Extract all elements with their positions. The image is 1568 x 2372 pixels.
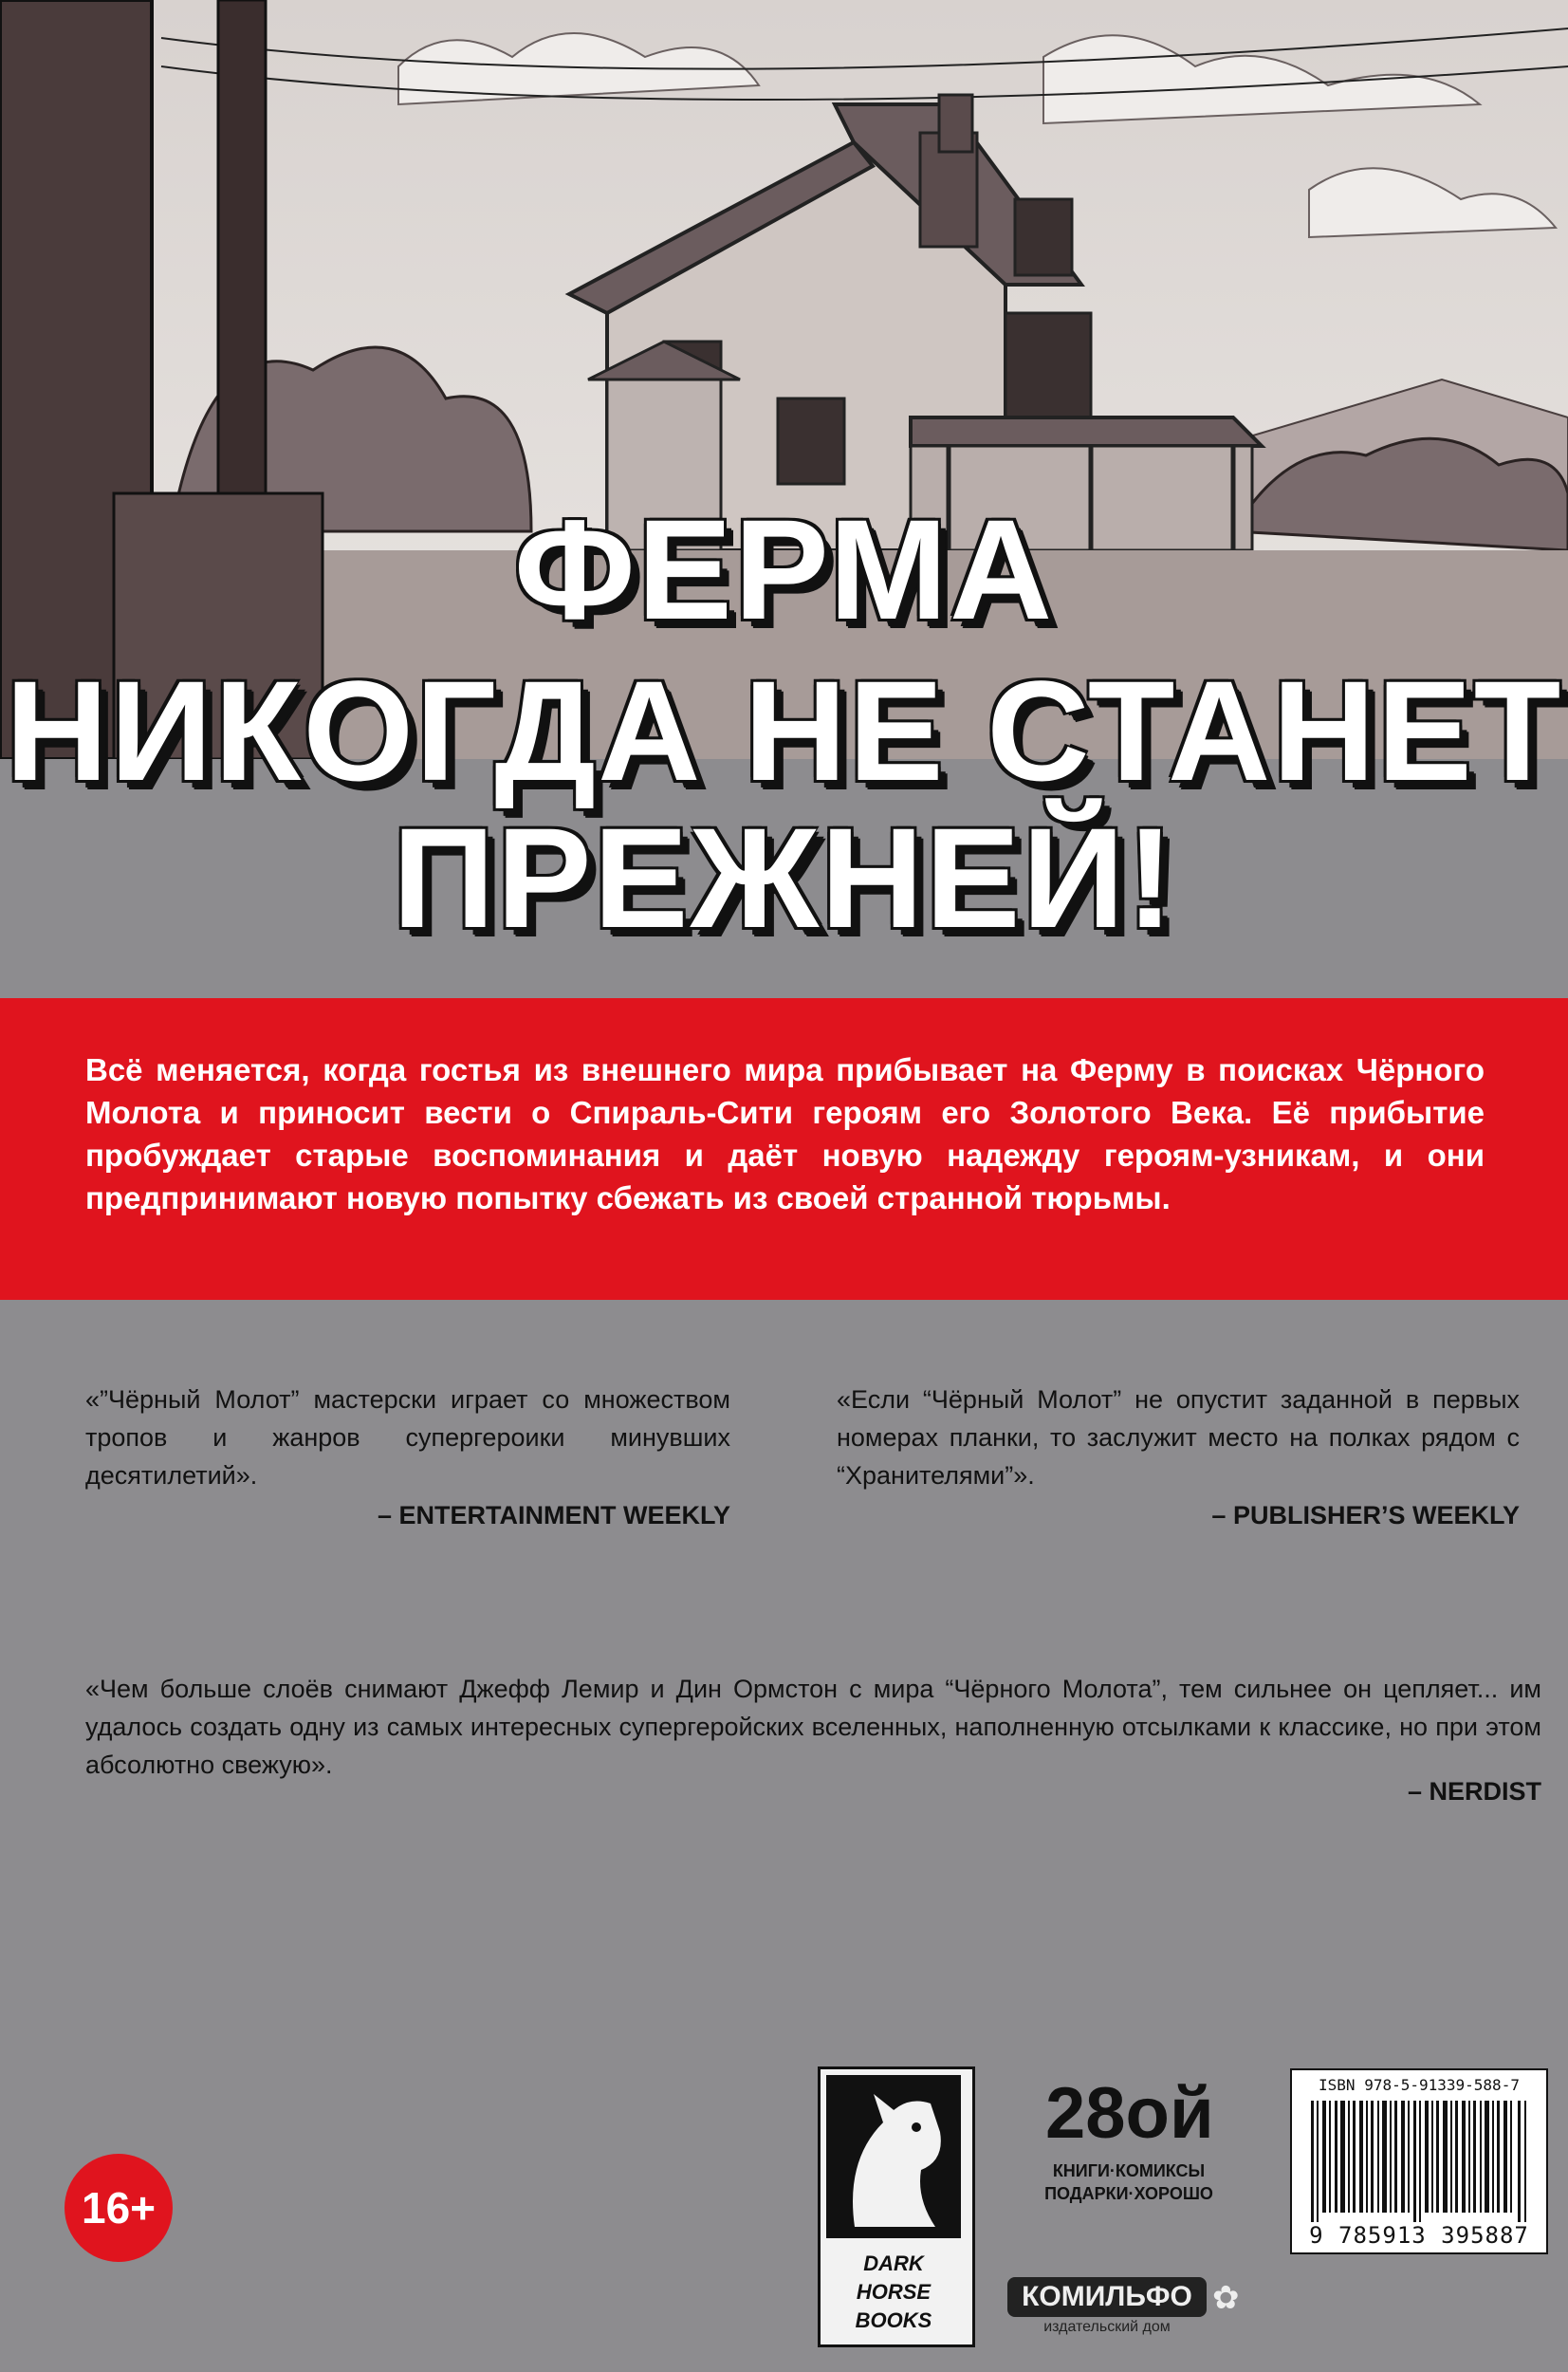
clover-icon: ✿ [1212,2280,1240,2316]
komilfo-name: КОМИЛЬФО [1007,2277,1207,2317]
quote-1-source: – ENTERTAINMENT WEEKLY [377,1501,730,1529]
store-badge-tagline-1: КНИГИ·КОМИКСЫ [1052,2161,1206,2180]
quote-3-source: – NERDIST [1407,1777,1541,1806]
dark-horse-line-2: HORSE [856,2280,932,2304]
barcode-digits: 9 785913 395887 [1309,2222,1529,2249]
komilfo-subtitle: издательский дом [1043,2319,1171,2335]
horse-head-icon [826,2075,961,2238]
store-badge-number: 28ой [1045,2073,1214,2154]
store-badge [1026,2073,1230,2220]
quote-2-source: – PUBLISHER’S WEEKLY [1211,1501,1520,1529]
komilfo-logo [1007,2277,1254,2339]
barcode-icon [1311,2101,1527,2222]
blurb-text: Всё меняется, когда гостья из внешнего мира прибывает на Ферму в поисках Чёрного Молота и приносит вести о Спираль-Сити героям его Золотого Века. Её прибытие пробуждает старые воспоминания и даёт новую надежду героям-узникам, и они предпринимают новую попытку сбежать из своей странной тюрьмы. [85,1052,1485,1215]
dark-horse-line-3: BOOKS [855,2308,932,2332]
dark-horse-logo [818,2066,975,2347]
isbn-barcode [1290,2068,1548,2254]
headline-line-3: ПРЕЖНЕЙ! [392,798,1176,957]
headline-line-2: НИКОГДА НЕ СТАНЕТ [5,651,1563,810]
quote-3-text: «Чем больше слоёв снимают Джефф Лемир и Дин Ормстон с мира “Чёрного Молота”, тем сильнее он цепляет... им удалось создать одну из самых интересных супергеройских вселенных, наполненную отсылками к классике, но при этом абсолютно свежую». [85,1675,1541,1779]
headline-line-1: ФЕРМА [513,490,1055,649]
store-badge-tagline-2: ПОДАРКИ·ХОРОШО [1044,2184,1213,2203]
isbn-label: ISBN 978-5-91339-588-7 [1319,2076,1520,2094]
quote-1-text: «”Чёрный Молот” мастерски играет со множеством тропов и жанров супергероики минувших десятилетий». [85,1385,730,1490]
quote-2-text: «Если “Чёрный Молот” не опустит заданной в первых номерах планки, то заслужит место на полках рядом с “Хранителями”». [837,1385,1520,1490]
dark-horse-line-1: DARK [863,2252,924,2275]
age-rating-badge: 16+ [65,2154,173,2262]
